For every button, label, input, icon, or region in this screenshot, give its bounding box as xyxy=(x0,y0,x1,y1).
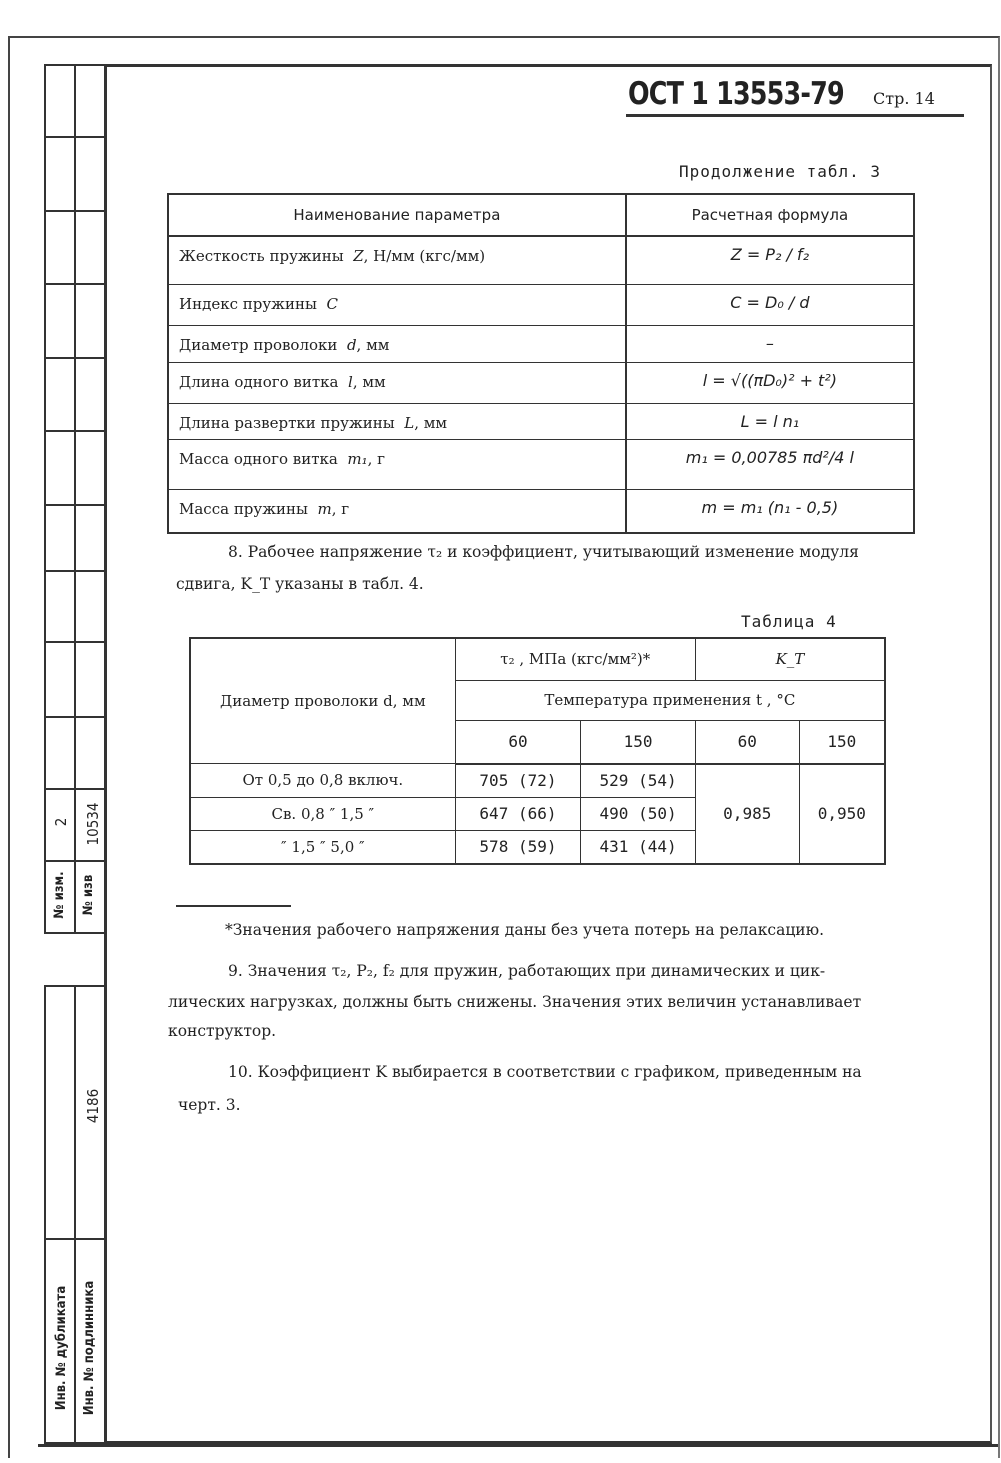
tau60-cell: 647 (66) xyxy=(455,797,581,830)
tau60-cell: 578 (59) xyxy=(455,830,581,864)
kt-header: K_T xyxy=(695,638,885,680)
izv-label: № изв xyxy=(81,874,96,916)
param-cell: Длина развертки пружины L, мм xyxy=(168,403,626,439)
temperature-header: Температура применения t , °С xyxy=(455,680,885,720)
column-header: Расчетная формула xyxy=(626,194,914,236)
temp-60: 60 xyxy=(695,720,799,764)
param-cell: Диаметр проволоки d, мм xyxy=(168,325,626,362)
table-header-row xyxy=(168,194,914,236)
range-cell: Св. 0,8 ″ 1,5 ″ xyxy=(190,797,455,830)
paragraph-10-line-2: черт. 3. xyxy=(178,1096,241,1114)
table-row xyxy=(168,325,914,362)
temp-60: 60 xyxy=(455,720,581,764)
bottom-border xyxy=(38,1444,998,1447)
table-row xyxy=(168,236,914,284)
table4-label: Таблица 4 xyxy=(741,612,837,631)
footnote: *Значения рабочего напряжения даны без учета потерь на релаксацию. xyxy=(225,921,825,939)
izv-value: 10534 xyxy=(84,802,102,846)
range-cell: От 0,5 до 0,8 включ. xyxy=(190,764,455,798)
izm-value: 2 xyxy=(52,817,70,827)
formula-cell: L = l n₁ xyxy=(626,403,914,439)
kt150-cell: 0,950 xyxy=(799,764,885,864)
inv-dub-label: Инв. № дубликата xyxy=(54,1285,69,1411)
page-number: Стр. 14 xyxy=(873,89,935,108)
kt60-cell: 0,985 xyxy=(695,764,799,864)
formula-cell: – xyxy=(626,325,914,362)
paragraph-9-line-3: конструктор. xyxy=(168,1022,277,1040)
table4 xyxy=(189,637,886,865)
margin-row-line xyxy=(44,210,104,212)
table-row xyxy=(168,362,914,403)
paragraph-9-line-1: 9. Значения τ₂, P₂, f₂ для пружин, работающих при динамических и цик- xyxy=(228,962,826,980)
footnote-rule xyxy=(176,905,291,907)
paragraph-10-line-1: 10. Коэффициент K выбирается в соответствии с графиком, приведенным на xyxy=(228,1063,862,1081)
param-cell: Индекс пружины C xyxy=(168,284,626,325)
table3 xyxy=(167,193,915,534)
paragraph-8-line-2: сдвига, K_T указаны в табл. 4. xyxy=(176,575,424,593)
margin-row-line xyxy=(44,357,104,359)
table-row xyxy=(168,489,914,533)
tau150-cell: 529 (54) xyxy=(581,764,696,798)
range-cell: ″ 1,5 ″ 5,0 ″ xyxy=(190,830,455,864)
header-underline xyxy=(626,114,964,117)
table-row xyxy=(168,439,914,489)
paragraph-8-line-1: 8. Рабочее напряжение τ₂ и коэффициент, учитывающий изменение модуля xyxy=(228,543,859,561)
margin-row-line xyxy=(44,641,104,643)
diameter-header: Диаметр проволоки d, мм xyxy=(190,638,455,764)
column-header: Наименование параметра xyxy=(168,194,626,236)
margin-row-line xyxy=(44,430,104,432)
table-row xyxy=(168,403,914,439)
margin-row-line xyxy=(44,504,104,506)
inv-orig-value: 4186 xyxy=(84,1088,102,1124)
param-cell: Жесткость пружины Z, Н/мм (кгс/мм) xyxy=(168,236,626,284)
document-code: ОСТ 1 13553-79 xyxy=(628,76,844,112)
temp-150: 150 xyxy=(581,720,696,764)
inv-orig-label: Инв. № подлинника xyxy=(82,1280,97,1416)
izm-label: № изм. xyxy=(52,871,67,919)
margin-row-line xyxy=(44,1238,104,1240)
tau150-cell: 490 (50) xyxy=(581,797,696,830)
formula-cell: Z = P₂ / f₂ xyxy=(626,236,914,284)
tau60-cell: 705 (72) xyxy=(455,764,581,798)
formula-cell: l = √((πD₀)² + t²) xyxy=(626,362,914,403)
margin-divider xyxy=(74,64,76,932)
formula-cell: m₁ = 0,00785 πd²/4 l xyxy=(626,439,914,489)
formula-cell: C = D₀ / d xyxy=(626,284,914,325)
margin-row-line xyxy=(44,570,104,572)
param-cell: Масса одного витка m₁, г xyxy=(168,439,626,489)
temp-150: 150 xyxy=(799,720,885,764)
table-header-row xyxy=(190,638,885,680)
margin-divider xyxy=(74,985,76,1442)
table-row xyxy=(168,284,914,325)
table-row xyxy=(190,764,885,798)
margin-row-line xyxy=(44,716,104,718)
param-cell: Масса пружины m, г xyxy=(168,489,626,533)
paragraph-9-line-2: лических нагрузках, должны быть снижены. Значения этих величин устанавливает xyxy=(168,993,862,1011)
param-cell: Длина одного витка l, мм xyxy=(168,362,626,403)
margin-row-line xyxy=(44,283,104,285)
table3-continuation: Продолжение табл. 3 xyxy=(679,162,882,181)
tau150-cell: 431 (44) xyxy=(581,830,696,864)
tau-header: τ₂ , МПа (кгс/мм²)* xyxy=(455,638,695,680)
margin-row-line xyxy=(44,136,104,138)
formula-cell: m = m₁ (n₁ - 0,5) xyxy=(626,489,914,533)
